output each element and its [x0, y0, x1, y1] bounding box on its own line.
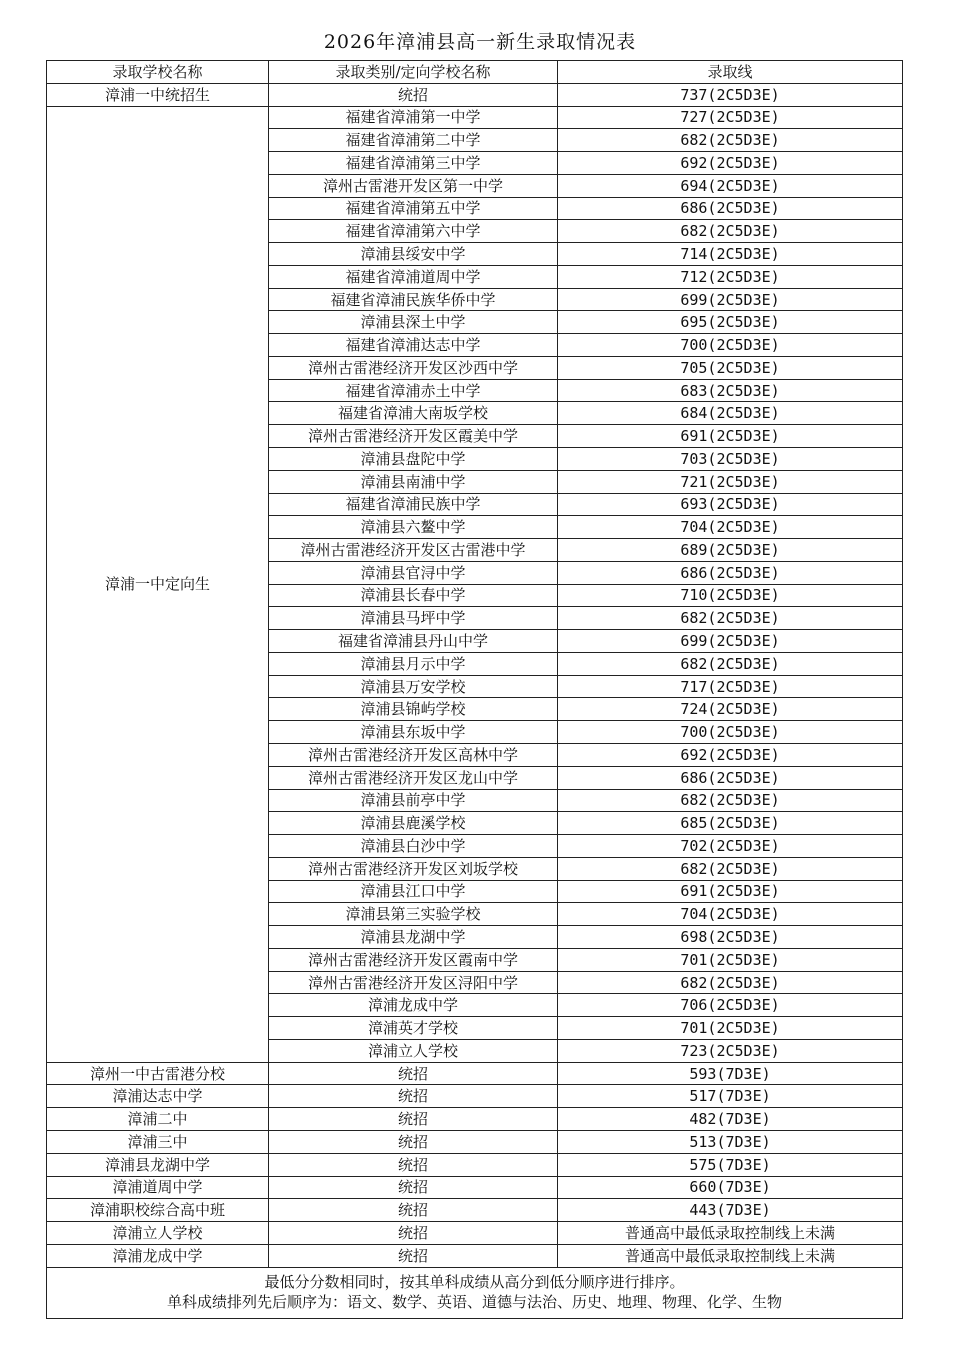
category-cell: 漳浦县长春中学	[269, 584, 558, 607]
school-cell: 漳州一中古雷港分校	[47, 1062, 269, 1085]
line-cell: 682(2C5D3E)	[558, 607, 903, 630]
school-cell: 漳浦三中	[47, 1130, 269, 1153]
line-cell: 692(2C5D3E)	[558, 743, 903, 766]
category-cell: 统招	[269, 1222, 558, 1245]
category-cell: 漳浦县东坂中学	[269, 721, 558, 744]
category-cell: 统招	[269, 1199, 558, 1222]
line-cell: 683(2C5D3E)	[558, 379, 903, 402]
category-cell: 漳浦县盘陀中学	[269, 448, 558, 471]
category-cell: 福建省漳浦县丹山中学	[269, 630, 558, 653]
category-cell: 漳浦县官浔中学	[269, 561, 558, 584]
category-cell: 漳浦龙成中学	[269, 994, 558, 1017]
line-cell: 706(2C5D3E)	[558, 994, 903, 1017]
line-cell: 682(2C5D3E)	[558, 129, 903, 152]
line-cell: 691(2C5D3E)	[558, 425, 903, 448]
table-row	[47, 83, 903, 106]
category-cell: 漳州古雷港经济开发区霞南中学	[269, 948, 558, 971]
line-cell: 691(2C5D3E)	[558, 880, 903, 903]
category-cell: 漳州古雷港经济开发区浔阳中学	[269, 971, 558, 994]
line-cell: 727(2C5D3E)	[558, 106, 903, 129]
category-cell: 漳浦县前亭中学	[269, 789, 558, 812]
notes-cell	[47, 1267, 903, 1318]
line-cell: 443(7D3E)	[558, 1199, 903, 1222]
category-cell: 漳浦县万安学校	[269, 675, 558, 698]
line-cell: 699(2C5D3E)	[558, 630, 903, 653]
category-cell: 漳州古雷港经济开发区龙山中学	[269, 766, 558, 789]
line-cell: 482(7D3E)	[558, 1108, 903, 1131]
category-cell: 统招	[269, 1153, 558, 1176]
category-cell: 统招	[269, 83, 558, 106]
line-cell: 685(2C5D3E)	[558, 812, 903, 835]
line-cell: 703(2C5D3E)	[558, 448, 903, 471]
line-cell: 737(2C5D3E)	[558, 83, 903, 106]
category-cell: 漳州古雷港经济开发区刘坂学校	[269, 857, 558, 880]
category-cell: 统招	[269, 1244, 558, 1267]
category-cell: 漳浦县马坪中学	[269, 607, 558, 630]
category-cell: 漳浦县白沙中学	[269, 835, 558, 858]
category-cell: 漳州古雷港经济开发区沙西中学	[269, 356, 558, 379]
table-row	[47, 1244, 903, 1267]
line-cell: 575(7D3E)	[558, 1153, 903, 1176]
header-school: 录取学校名称	[47, 61, 269, 84]
line-cell: 704(2C5D3E)	[558, 516, 903, 539]
line-cell: 700(2C5D3E)	[558, 334, 903, 357]
category-cell: 统招	[269, 1108, 558, 1131]
category-cell: 统招	[269, 1085, 558, 1108]
school-cell: 漳浦立人学校	[47, 1222, 269, 1245]
category-cell: 漳州古雷港经济开发区高林中学	[269, 743, 558, 766]
line-cell: 714(2C5D3E)	[558, 243, 903, 266]
table-header-row	[47, 61, 903, 84]
line-cell: 682(2C5D3E)	[558, 971, 903, 994]
category-cell: 福建省漳浦达志中学	[269, 334, 558, 357]
header-line: 录取线	[558, 61, 903, 84]
line-cell: 704(2C5D3E)	[558, 903, 903, 926]
school-cell: 漳浦县龙湖中学	[47, 1153, 269, 1176]
category-cell: 统招	[269, 1062, 558, 1085]
category-cell: 漳浦县绥安中学	[269, 243, 558, 266]
table-row	[47, 1130, 903, 1153]
category-cell: 福建省漳浦道周中学	[269, 265, 558, 288]
table-row	[47, 106, 903, 129]
line-cell: 593(7D3E)	[558, 1062, 903, 1085]
line-cell: 693(2C5D3E)	[558, 493, 903, 516]
line-cell: 694(2C5D3E)	[558, 174, 903, 197]
category-cell: 福建省漳浦第六中学	[269, 220, 558, 243]
table-row	[47, 1153, 903, 1176]
category-cell: 漳州古雷港经济开发区霞美中学	[269, 425, 558, 448]
note-line: 单科成绩排列先后顺序为：语文、数学、英语、道德与法治、历史、地理、物理、化学、生物	[166, 1292, 782, 1311]
line-cell: 702(2C5D3E)	[558, 835, 903, 858]
category-cell: 漳州古雷港经济开发区古雷港中学	[269, 539, 558, 562]
line-cell: 689(2C5D3E)	[558, 539, 903, 562]
admission-table	[46, 60, 903, 1319]
category-cell: 漳浦县鹿溪学校	[269, 812, 558, 835]
category-cell: 漳浦县六鳌中学	[269, 516, 558, 539]
category-cell: 福建省漳浦大南坂学校	[269, 402, 558, 425]
table-row	[47, 1176, 903, 1199]
school-cell: 漳浦一中定向生	[47, 106, 269, 1062]
table-row	[47, 1222, 903, 1245]
line-cell: 721(2C5D3E)	[558, 470, 903, 493]
line-cell: 695(2C5D3E)	[558, 311, 903, 334]
line-cell: 普通高中最低录取控制线上未满	[558, 1244, 903, 1267]
line-cell: 710(2C5D3E)	[558, 584, 903, 607]
line-cell: 712(2C5D3E)	[558, 265, 903, 288]
line-cell: 717(2C5D3E)	[558, 675, 903, 698]
line-cell: 513(7D3E)	[558, 1130, 903, 1153]
line-cell: 699(2C5D3E)	[558, 288, 903, 311]
line-cell: 682(2C5D3E)	[558, 789, 903, 812]
category-cell: 漳浦县龙湖中学	[269, 926, 558, 949]
line-cell: 686(2C5D3E)	[558, 197, 903, 220]
table-row	[47, 1108, 903, 1131]
school-cell: 漳浦一中统招生	[47, 83, 269, 106]
line-cell: 686(2C5D3E)	[558, 766, 903, 789]
school-cell: 漳浦职校综合高中班	[47, 1199, 269, 1222]
table-body	[47, 83, 903, 1318]
category-cell: 福建省漳浦赤土中学	[269, 379, 558, 402]
line-cell: 682(2C5D3E)	[558, 220, 903, 243]
category-cell: 漳浦立人学校	[269, 1039, 558, 1062]
category-cell: 统招	[269, 1176, 558, 1199]
school-cell: 漳浦二中	[47, 1108, 269, 1131]
category-cell: 福建省漳浦民族中学	[269, 493, 558, 516]
category-cell: 漳浦县南浦中学	[269, 470, 558, 493]
category-cell: 福建省漳浦第三中学	[269, 152, 558, 175]
line-cell: 705(2C5D3E)	[558, 356, 903, 379]
line-cell: 686(2C5D3E)	[558, 561, 903, 584]
table-row	[47, 1085, 903, 1108]
category-cell: 漳浦县江口中学	[269, 880, 558, 903]
category-cell: 漳浦县锦屿学校	[269, 698, 558, 721]
line-cell: 701(2C5D3E)	[558, 1017, 903, 1040]
line-cell: 698(2C5D3E)	[558, 926, 903, 949]
category-cell: 福建省漳浦第二中学	[269, 129, 558, 152]
category-cell: 漳浦县第三实验学校	[269, 903, 558, 926]
line-cell: 692(2C5D3E)	[558, 152, 903, 175]
line-cell: 684(2C5D3E)	[558, 402, 903, 425]
category-cell: 漳浦县深土中学	[269, 311, 558, 334]
category-cell: 福建省漳浦第一中学	[269, 106, 558, 129]
line-cell: 682(2C5D3E)	[558, 857, 903, 880]
table-row	[47, 1199, 903, 1222]
category-cell: 统招	[269, 1130, 558, 1153]
line-cell: 682(2C5D3E)	[558, 652, 903, 675]
line-cell: 701(2C5D3E)	[558, 948, 903, 971]
notes-row	[47, 1267, 903, 1318]
category-cell: 漳浦县月示中学	[269, 652, 558, 675]
category-cell: 漳州古雷港开发区第一中学	[269, 174, 558, 197]
category-cell: 福建省漳浦民族华侨中学	[269, 288, 558, 311]
category-cell: 漳浦英才学校	[269, 1017, 558, 1040]
line-cell: 660(7D3E)	[558, 1176, 903, 1199]
line-cell: 724(2C5D3E)	[558, 698, 903, 721]
category-cell: 福建省漳浦第五中学	[269, 197, 558, 220]
note-line: 最低分分数相同时，按其单科成绩从高分到低分顺序进行排序。	[264, 1272, 685, 1291]
school-cell: 漳浦龙成中学	[47, 1244, 269, 1267]
school-cell: 漳浦达志中学	[47, 1085, 269, 1108]
line-cell: 普通高中最低录取控制线上未满	[558, 1222, 903, 1245]
header-category: 录取类别/定向学校名称	[269, 61, 558, 84]
line-cell: 700(2C5D3E)	[558, 721, 903, 744]
school-cell: 漳浦道周中学	[47, 1176, 269, 1199]
table-row	[47, 1062, 903, 1085]
line-cell: 723(2C5D3E)	[558, 1039, 903, 1062]
page-title: 2026年漳浦县高一新生录取情况表	[323, 31, 637, 53]
line-cell: 517(7D3E)	[558, 1085, 903, 1108]
